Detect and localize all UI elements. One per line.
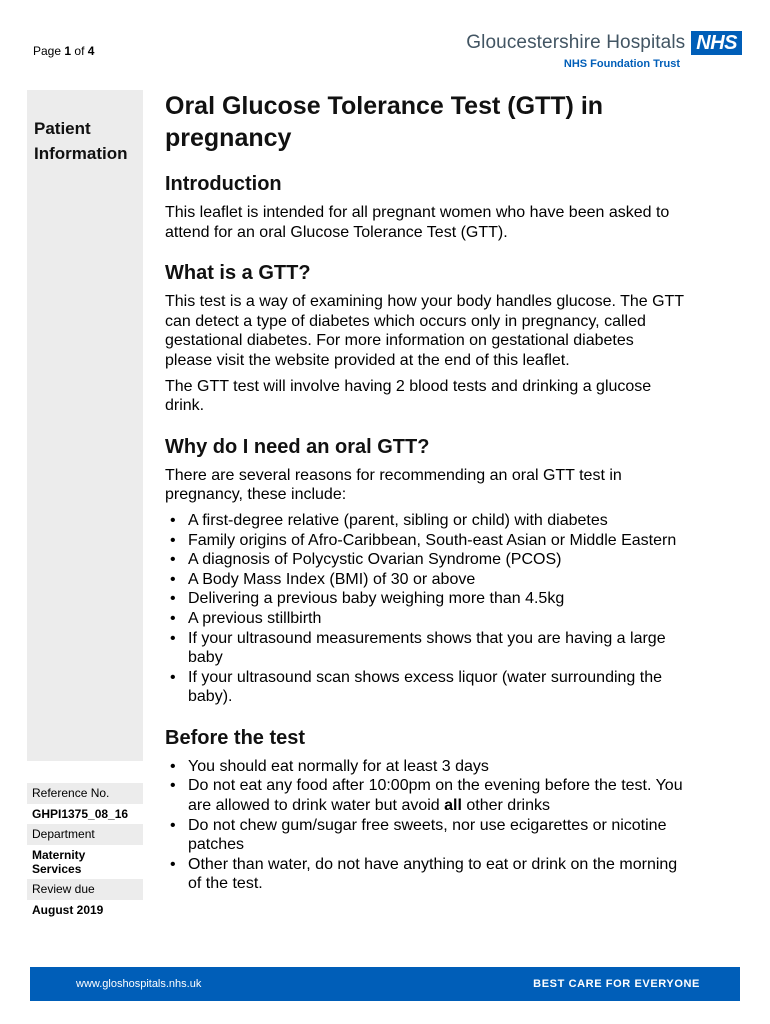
- footer-bar: [30, 967, 740, 1001]
- department-value: [27, 845, 143, 879]
- why-heading: Why do I need an oral GTT?: [165, 435, 430, 458]
- list-item: [165, 776, 685, 815]
- hospital-logo: [466, 31, 742, 70]
- footer-slogan: BEST CARE FOR EVERYONE: [533, 978, 700, 990]
- list-item: • A Body Mass Index (BMI) of 30 or above: [165, 570, 685, 590]
- logo-name: Gloucestershire Hospitals: [466, 32, 686, 53]
- page-prefix: Page: [33, 44, 62, 58]
- page-title-line1: Oral Glucose Tolerance Test (GTT) in: [165, 92, 604, 120]
- list-item: • A diagnosis of Polycystic Ovarian Syndrome (PCOS): [165, 550, 685, 570]
- footer-url[interactable]: www.gloshospitals.nhs.uk: [76, 978, 202, 990]
- what-heading: What is a GTT?: [165, 262, 311, 285]
- main-content: [165, 90, 685, 894]
- page-title: [165, 90, 685, 154]
- review-label: Review due: [27, 879, 143, 900]
- before-heading: Before the test: [165, 726, 306, 749]
- department-label: Department: [27, 824, 143, 845]
- why-list: [165, 511, 685, 707]
- list-item: • Other than water, do not have anything to eat or drink on the morning of the test.: [165, 855, 685, 894]
- sidebar-panel: [27, 90, 143, 761]
- department-value-line2: Services: [32, 862, 82, 876]
- why-intro: There are several reasons for recommending an oral GTT test in pregnancy, these include:: [165, 466, 622, 504]
- list-item: • If your ultrasound measurements shows that you are having a large baby: [165, 629, 685, 668]
- list-item: • Family origins of Afro-Caribbean, South-east Asian or Middle Eastern: [165, 531, 685, 551]
- before-b2-bold: all: [444, 797, 462, 815]
- sidebar-label-line2: Information: [34, 144, 128, 163]
- what-paragraph-1: This test is a way of examining how your body handles glucose. The GTT can detect a type of diabetes which occurs only in pregnancy, called gestational diabetes. For more information on gestational diabetes please visit the website provided at the end of this leaflet.: [165, 293, 684, 369]
- list-item: • You should eat normally for at least 3 days: [165, 757, 685, 777]
- list-item: • A first-degree relative (parent, sibling or child) with diabetes: [165, 511, 685, 531]
- page-of: of: [74, 44, 85, 58]
- sidebar-label-line1: Patient: [34, 119, 91, 138]
- page-title-line2: pregnancy: [165, 124, 292, 152]
- reference-box: [27, 783, 143, 920]
- reference-value: GHPI1375_08_16: [32, 807, 129, 821]
- page-total: 4: [87, 44, 95, 58]
- list-item: • If your ultrasound scan shows excess liquor (water surrounding the baby).: [165, 668, 685, 707]
- nhs-badge: NHS: [691, 31, 742, 55]
- department-value-line1: Maternity: [32, 848, 86, 862]
- sidebar-label: [27, 90, 143, 166]
- list-item: • A previous stillbirth: [165, 609, 685, 629]
- intro-text: This leaflet is intended for all pregnant women who have been asked to attend for an oral Glucose Tolerance Test (GTT).: [165, 204, 670, 241]
- what-paragraph-2: The GTT test will involve having 2 blood tests and drinking a glucose drink.: [165, 377, 652, 415]
- before-b2-post: other drinks: [461, 797, 550, 815]
- logo-trust: NHS Foundation Trust: [563, 58, 680, 70]
- page-number: [33, 44, 94, 58]
- review-value: August 2019: [32, 903, 104, 917]
- page-current: 1: [64, 44, 72, 58]
- list-item: • Do not chew gum/sugar free sweets, nor use ecigarettes or nicotine patches: [165, 816, 685, 855]
- before-b2-pre: Do not eat any food after 10:00pm on the evening before the test. You are allowed to drink water but avoid: [188, 777, 683, 815]
- before-list: [165, 757, 685, 894]
- reference-label: Reference No.: [27, 783, 143, 804]
- list-item: • Delivering a previous baby weighing more than 4.5kg: [165, 589, 685, 609]
- intro-heading: Introduction: [165, 173, 282, 195]
